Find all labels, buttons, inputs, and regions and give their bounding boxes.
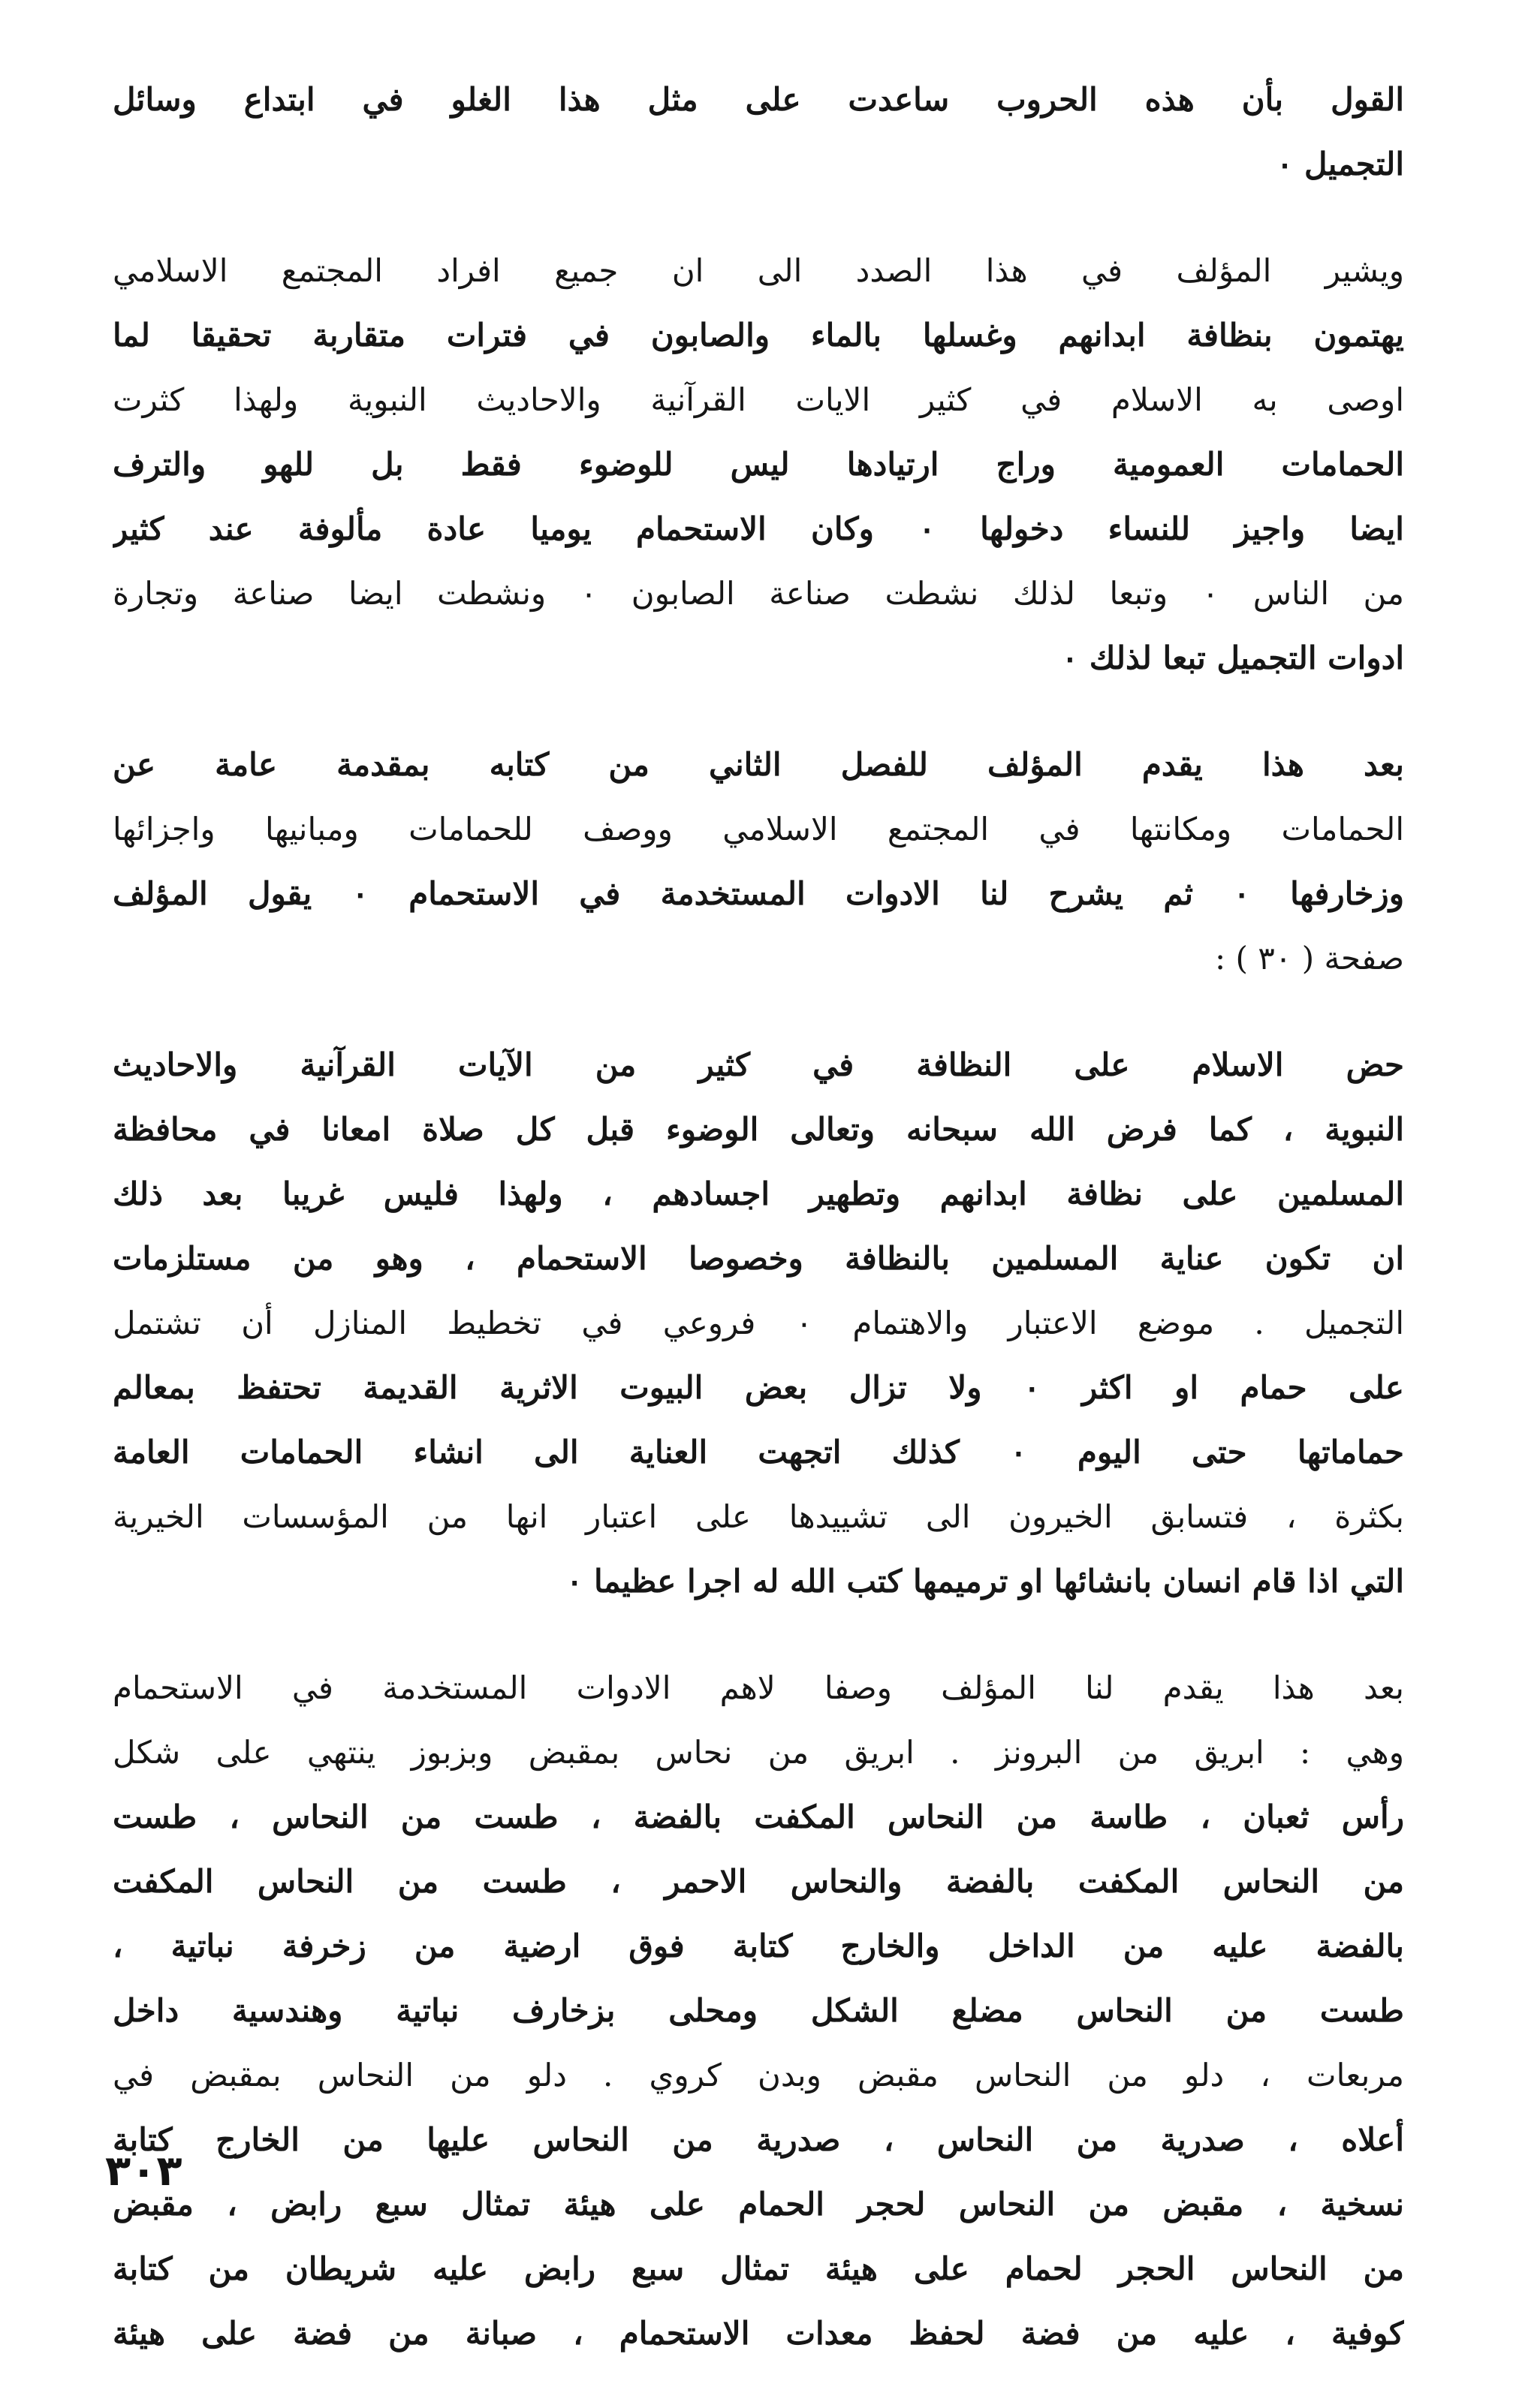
text-line: مربعات ، دلو من النحاس مقبض وبدن كروي . دلو من النحاس بمقبض في — [113, 2057, 1404, 2093]
text-line: حماماتها حتى اليوم ٠ كذلك اتجهت العناية الى انشاء الحمامات العامة — [113, 1434, 1404, 1470]
paragraph — [113, 68, 1404, 197]
text-line: على حمام او اكثر ٠ ولا تزال بعض البيوت الاثرية القديمة تحتفظ بمعالم — [113, 1369, 1404, 1406]
page-number: ٣٠٣ — [105, 2147, 182, 2196]
text-line: التجميل ٠ — [1276, 146, 1404, 182]
text-line: حض الاسلام على النظافة في كثير من الآيات القرآنية والاحاديث — [113, 1046, 1404, 1083]
text-line: من النحاس الحجر لحمام على هيئة تمثال سبع رابض عليه شريطان من كتابة — [113, 2250, 1404, 2287]
text-line: الحمامات ومكانتها في المجتمع الاسلامي ووصف للحمامات ومبانيها واجزائها — [113, 811, 1404, 847]
text-line: المسلمين على نظافة ابدانهم وتطهير اجسادهم ، ولهذا فليس غريبا بعد ذلك — [113, 1175, 1404, 1212]
text-line: أعلاه ، صدرية من النحاس ، صدرية من النحاس عليها من الخارج كتابة — [113, 2121, 1404, 2158]
text-line: يهتمون بنظافة ابدانهم وغسلها بالماء والصابون في فترات متقاربة تحقيقا لما — [113, 317, 1404, 354]
text-line: ادوات التجميل تبعا لذلك ٠ — [1061, 640, 1404, 676]
paragraph — [113, 1656, 1404, 2366]
text-line: التي اذا قام انسان بانشائها او ترميمها كتب الله له اجرا عظيما ٠ — [565, 1563, 1404, 1600]
text-line: صفحة ( ٣٠ ) : — [1215, 940, 1404, 977]
text-line: كوفية ، عليه من فضة لحفظ معدات الاستحمام ، صبانة من فضة على هيئة — [113, 2315, 1404, 2352]
article-text — [113, 68, 1404, 2366]
text-line: بعد هذا يقدم المؤلف للفصل الثاني من كتابه بمقدمة عامة عن — [113, 746, 1404, 783]
text-line: رأس ثعبان ، طاسة من النحاس المكفت بالفضة ، طست من النحاس ، طست — [113, 1798, 1404, 1835]
paragraph — [113, 1033, 1404, 1614]
text-line: نسخية ، مقبض من النحاس لحجر الحمام على هيئة تمثال سبع رابض ، مقبض — [113, 2186, 1404, 2223]
paragraph — [113, 239, 1404, 691]
text-line: النبوية ، كما فرض الله سبحانه وتعالى الوضوء قبل كل صلاة امعانا في محافظة — [113, 1111, 1404, 1148]
text-line: التجميل . موضع الاعتبار والاهتمام ٠ فروعي في تخطيط المنازل أن تشتمل — [113, 1305, 1404, 1341]
text-line: بكثرة ، فتسابق الخيرون الى تشييدها على اعتبار انها من المؤسسات الخيرية — [113, 1498, 1404, 1535]
text-line: الحمامات العمومية وراج ارتيادها ليس للوضوء فقط بل للهو والترف — [113, 446, 1404, 483]
text-line: ويشير المؤلف في هذا الصدد الى ان جميع افراد المجتمع الاسلامي — [113, 252, 1404, 289]
text-line: وهي : ابريق من البرونز . ابريق من نحاس بمقبض وبزبوز ينتهي على شكل — [113, 1734, 1404, 1771]
text-line: بالفضة عليه من الداخل والخارج كتابة فوق ارضية من زخرفة نباتية ، — [113, 1928, 1404, 1964]
text-line: اوصى به الاسلام في كثير الايات القرآنية والاحاديث النبوية ولهذا كثرت — [113, 381, 1404, 418]
text-line: ان تكون عناية المسلمين بالنظافة وخصوصا الاستحمام ، وهو من مستلزمات — [113, 1240, 1404, 1277]
text-line: طست من النحاس مضلع الشكل ومحلى بزخارف نباتية وهندسية داخل — [113, 1992, 1404, 2029]
text-line: بعد هذا يقدم لنا المؤلف وصفا لاهم الادوات المستخدمة في الاستحمام — [113, 1669, 1404, 1706]
text-line: من النحاس المكفت بالفضة والنحاس الاحمر ، طست من النحاس المكفت — [113, 1863, 1404, 1900]
text-line: وزخارفها ٠ ثم يشرح لنا الادوات المستخدمة في الاستحمام ٠ يقول المؤلف — [113, 875, 1404, 912]
page-body — [113, 68, 1404, 2408]
text-line: ايضا واجيز للنساء دخولها ٠ وكان الاستحمام يوميا عادة مألوفة عند كثير — [113, 510, 1404, 547]
paragraph — [113, 733, 1404, 991]
text-line: القول بأن هذه الحروب ساعدت على مثل هذا الغلو في ابتداع وسائل — [113, 81, 1404, 118]
text-line: من الناس ٠ وتبعا لذلك نشطت صناعة الصابون ٠ ونشطت ايضا صناعة وتجارة — [113, 575, 1404, 612]
